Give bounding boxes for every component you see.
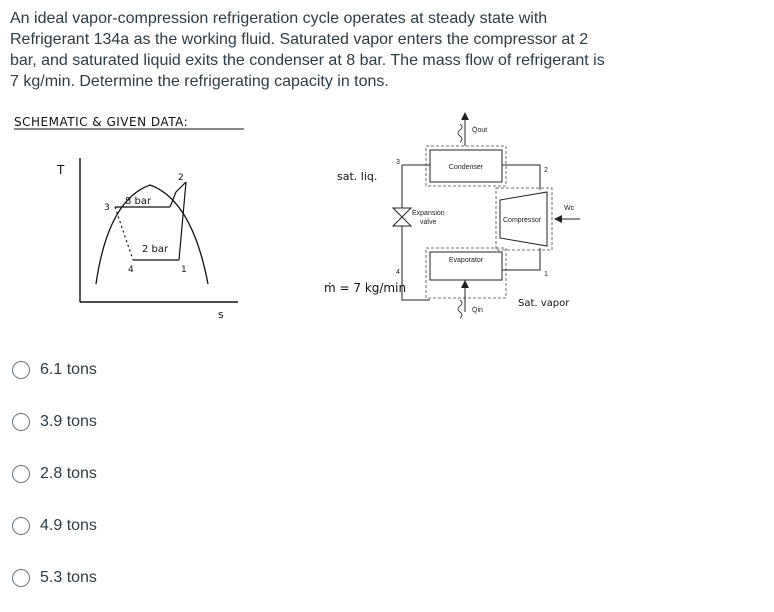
q-in-wave	[458, 300, 462, 318]
option-3-label: 2.8 tons	[40, 465, 97, 482]
state-4-label: 4	[396, 269, 400, 276]
expansion-valve-icon	[393, 208, 411, 226]
option-3[interactable]	[12, 461, 97, 487]
state-3-label: 3	[396, 159, 400, 166]
option-5[interactable]	[12, 565, 97, 591]
radio-button-1[interactable]	[12, 361, 30, 379]
radio-button-3[interactable]	[12, 465, 30, 483]
ts-diagram	[56, 158, 238, 321]
radio-button-5[interactable]	[12, 569, 30, 587]
t-axis-label: T	[57, 163, 65, 177]
radio-button-2[interactable]	[12, 413, 30, 431]
condenser-label: Condenser	[448, 164, 484, 171]
refrigeration-schematic	[324, 112, 580, 318]
evaporator-label: Evaporator	[448, 257, 484, 264]
question-line-4: 7 kg/min. Determine the refrigerating capacity in tons.	[10, 73, 389, 90]
compressor-label: Compressor	[503, 217, 542, 224]
q-out-arrowhead	[461, 112, 469, 120]
state-2-label: 2	[544, 167, 548, 174]
saturation-dome	[96, 185, 208, 284]
question-line-3: bar, and saturated liquid exits the condenser at 8 bar. The mass flow of refrigerant is	[10, 52, 605, 69]
option-4-label: 4.9 tons	[40, 517, 97, 534]
high-pressure-label: 8 bar	[125, 196, 152, 207]
expansion-label-1: Expansion	[412, 210, 445, 217]
option-2-label: 3.9 tons	[40, 413, 97, 430]
pipe-compressor-inlet	[502, 248, 540, 270]
sat-liq-label: sat. liq.	[337, 170, 378, 183]
expansion-line	[115, 207, 133, 260]
radio-button-4[interactable]	[12, 517, 30, 535]
state-1-label: 1	[544, 271, 548, 278]
option-1-label: 6.1 tons	[40, 361, 97, 378]
work-label: Ẇc	[564, 205, 575, 212]
option-2[interactable]	[12, 409, 97, 435]
q-out-wave	[458, 124, 462, 142]
ts-state-4: 4	[128, 265, 134, 275]
pipe-compressor-outlet	[502, 165, 540, 190]
sat-vapor-label: Sat. vapor	[518, 298, 570, 309]
option-1[interactable]	[12, 357, 97, 383]
work-arrowhead	[554, 215, 562, 223]
low-pressure-label: 2 bar	[142, 244, 169, 255]
q-out-label: Q̇out	[472, 127, 488, 134]
question-line-2: Refrigerant 134a as the working fluid. Saturated vapor enters the compressor at 2	[10, 31, 589, 48]
question-line-1: An ideal vapor-compression refrigeration cycle operates at steady state with	[10, 10, 548, 27]
s-axis-label: s	[218, 308, 224, 321]
mass-flow-label: ṁ = 7 kg/min	[324, 281, 407, 295]
schematic-figure	[0, 100, 774, 340]
option-5-label: 5.3 tons	[40, 569, 97, 586]
schematic-svg	[0, 100, 774, 340]
figure-heading: SCHEMATIC & GIVEN DATA:	[14, 115, 189, 129]
expansion-label-2: valve	[420, 219, 437, 226]
q-in-arrowhead	[461, 280, 469, 288]
option-4[interactable]	[12, 513, 97, 539]
q-in-label: Q̇in	[472, 307, 483, 314]
compression-line	[179, 182, 186, 260]
question-text	[10, 8, 710, 92]
ts-state-1: 1	[181, 265, 187, 275]
ts-state-3: 3	[104, 203, 110, 213]
ts-state-2: 2	[178, 173, 184, 183]
